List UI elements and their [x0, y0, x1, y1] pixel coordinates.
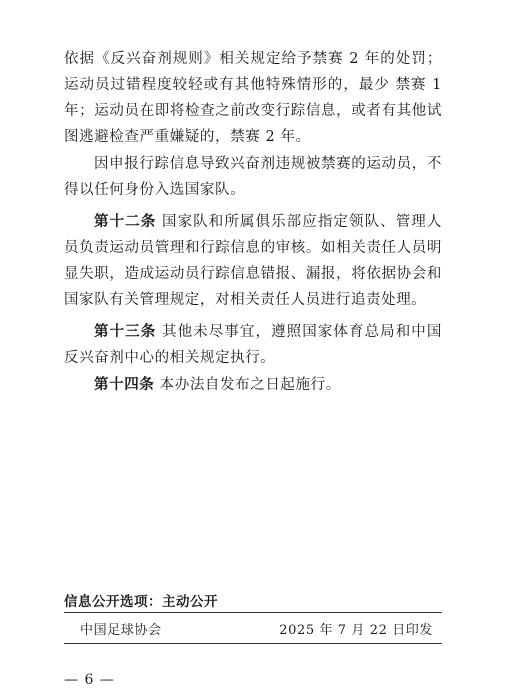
disclosure-option: 信息公开选项：主动公开: [64, 594, 218, 610]
article-14-label: 第十四条: [94, 377, 155, 393]
article-13: [64, 319, 442, 371]
article-14: [64, 372, 442, 398]
article-12-text: 国家队和所属俱乐部应指定领队、管理人员负责运动员管理和行踪信息的审核。如相关责任人员明显失职，造成运动员行踪信息错报、漏报，将依据协会和国家队有关管理规定，对相关责任人员进行追责处理。: [64, 214, 442, 308]
article-12-label: 第十二条: [94, 214, 157, 230]
article-13-label: 第十三条: [94, 324, 157, 340]
footer-divider-bottom: [64, 643, 442, 644]
paragraph-national-team-ban: 因申报行踪信息导致兴奋剂违规被禁赛的运动员，不得以任何身份入选国家队。: [64, 156, 442, 198]
page-number: — 6 —: [64, 672, 115, 688]
footer-divider-top: [64, 612, 442, 613]
paragraph-penalty: 依据《反兴奋剂规则》相关规定给予禁赛 2 年的处罚；运动员过错程度较轻或有其他特殊情形的，最少 禁赛 1 年；运动员在即将检查之前改变行踪信息，或者有其他试图逃避检查严重嫌疑的，禁赛 2 年。: [64, 51, 442, 145]
article-13-text: 其他未尽事宜，遵照国家体育总局和中国反兴奋剂中心的相关规定执行。: [64, 324, 442, 366]
issue-date: 2025 年 7 月 22 日印发: [279, 623, 433, 638]
article-12: [64, 209, 442, 313]
article-14-text: 本办法自发布之日起施行。: [154, 377, 341, 393]
issuer-name: 中国足球协会: [80, 623, 162, 638]
